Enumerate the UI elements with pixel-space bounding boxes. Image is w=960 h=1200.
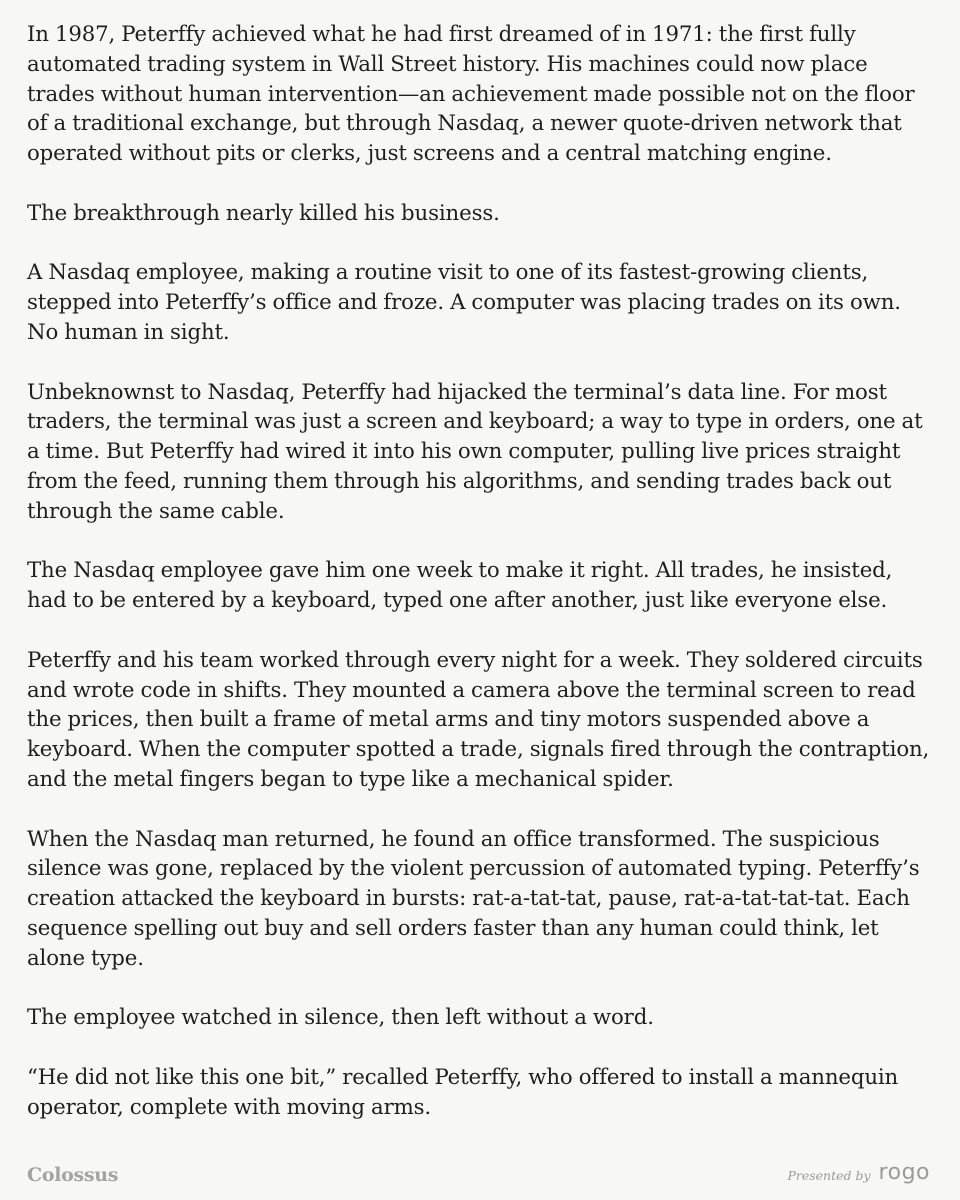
paragraph: A Nasdaq employee, making a routine visit to one of its fastest-growing clients, stepped into Peterffy’s office and froze. A computer was placing trades on its own. No human in sight. [27, 260, 901, 345]
sponsor-credit [787, 1160, 930, 1186]
paragraph: Peterffy and his team worked through every night for a week. They soldered circuits and wrote code in shifts. They mounted a camera above the terminal screen to read the prices, then built a frame of metal arms and tiny motors suspended above a keyboard. When the computer spotted a trade, signals fired through the contraption, and the metal fingers began to type like a mechanical spider. [27, 647, 930, 792]
paragraph: The breakthrough nearly killed his business. [27, 200, 500, 226]
paragraph: “He did not like this one bit,” recalled Peterffy, who offered to install a mannequin operator, complete with moving arms. [27, 1064, 899, 1120]
paragraph: The Nasdaq employee gave him one week to make it right. All trades, he insisted, had to be entered by a keyboard, typed one after another, just like everyone else. [27, 558, 893, 614]
article-body [27, 20, 937, 1152]
paragraph: The employee watched in silence, then left without a word. [27, 1005, 654, 1031]
paragraph: Unbeknownst to Nasdaq, Peterffy had hijacked the terminal’s data line. For most traders, the terminal was just a screen and keyboard; a way to type in orders, one at a time. But Peterffy had wired it into his own computer, pulling live prices straight from the feed, running them through his algorithms, and sending trades back out through the same cable. [27, 379, 923, 524]
footer [27, 1158, 930, 1192]
sponsor-logo: rogo [878, 1160, 930, 1185]
paragraph: In 1987, Peterffy achieved what he had first dreamed of in 1971: the first fully automated trading system in Wall Street history. His machines could now place trades without human intervention—an achievement made possible not on the floor of a traditional exchange, but through Nasdaq, a newer quote-driven network that operated without pits or clerks, just screens and a central matching engine. [27, 22, 915, 167]
paragraph: When the Nasdaq man returned, he found an office transformed. The suspicious silence was gone, replaced by the violent percussion of automated typing. Peterffy’s creation attacked the keyboard in bursts: rat-a-tat-tat, pause, rat-a-tat-tat-tat. Each sequence spelling out buy and sell orders faster than any human could think, let alone type. [27, 826, 920, 971]
presented-by-label: Presented by [787, 1167, 871, 1183]
brand-logo: Colossus [27, 1164, 119, 1186]
